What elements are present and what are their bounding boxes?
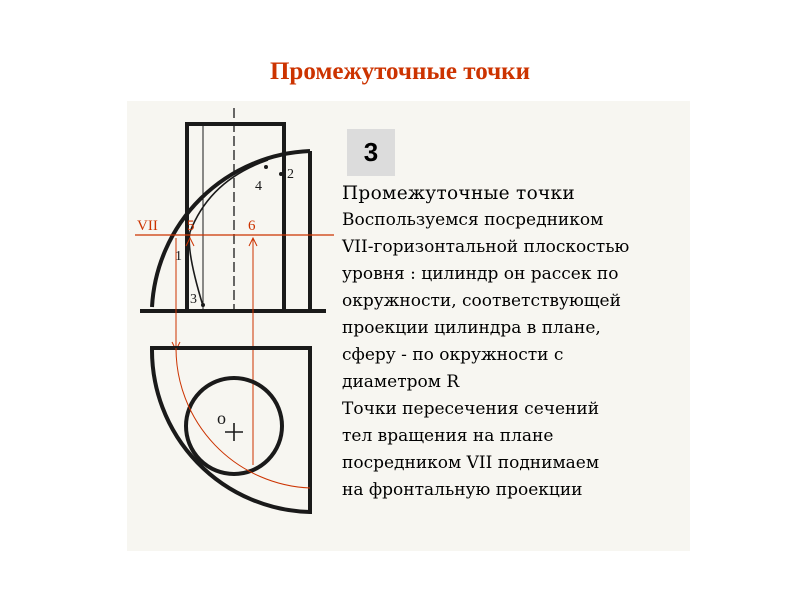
step-badge: 3 — [347, 129, 395, 176]
text-line: окружности, соответствующей — [342, 291, 621, 311]
text-line: VII-горизонтальной плоскостью — [342, 237, 630, 257]
label-center: o — [217, 408, 226, 428]
text-line: Точки пересечения сечений — [342, 399, 600, 419]
text-heading: Промежуточные точки — [342, 183, 576, 204]
point-1 — [185, 255, 189, 259]
explanation-text — [342, 180, 692, 504]
text-line: на фронтальную проекции — [342, 480, 583, 500]
text-line: посредником VII поднимаем — [342, 453, 600, 473]
slide-title: Промежуточные точки — [269, 58, 530, 85]
label-point-4: 4 — [255, 179, 262, 194]
text-line: диаметром R — [342, 372, 460, 392]
text-line: уровня : цилиндр он рассек по — [342, 264, 619, 284]
point-3 — [201, 303, 205, 307]
text-line: тел вращения на плане — [342, 426, 554, 446]
auxiliary-arc — [176, 348, 310, 488]
label-point-6: 6 — [248, 218, 256, 234]
point-4 — [264, 165, 268, 169]
text-line: Воспользуемся посредником — [342, 210, 604, 230]
text-line: сферу - по окружности с — [342, 345, 564, 365]
label-point-5: 5 — [187, 218, 195, 234]
label-point-2: 2 — [287, 167, 294, 182]
label-plane-vii: VII — [137, 218, 158, 234]
text-line: проекции цилиндра в плане, — [342, 318, 601, 338]
label-point-1: 1 — [175, 249, 182, 264]
point-2 — [279, 172, 283, 176]
sphere-plan-outline — [152, 348, 310, 512]
label-point-3: 3 — [190, 292, 197, 307]
